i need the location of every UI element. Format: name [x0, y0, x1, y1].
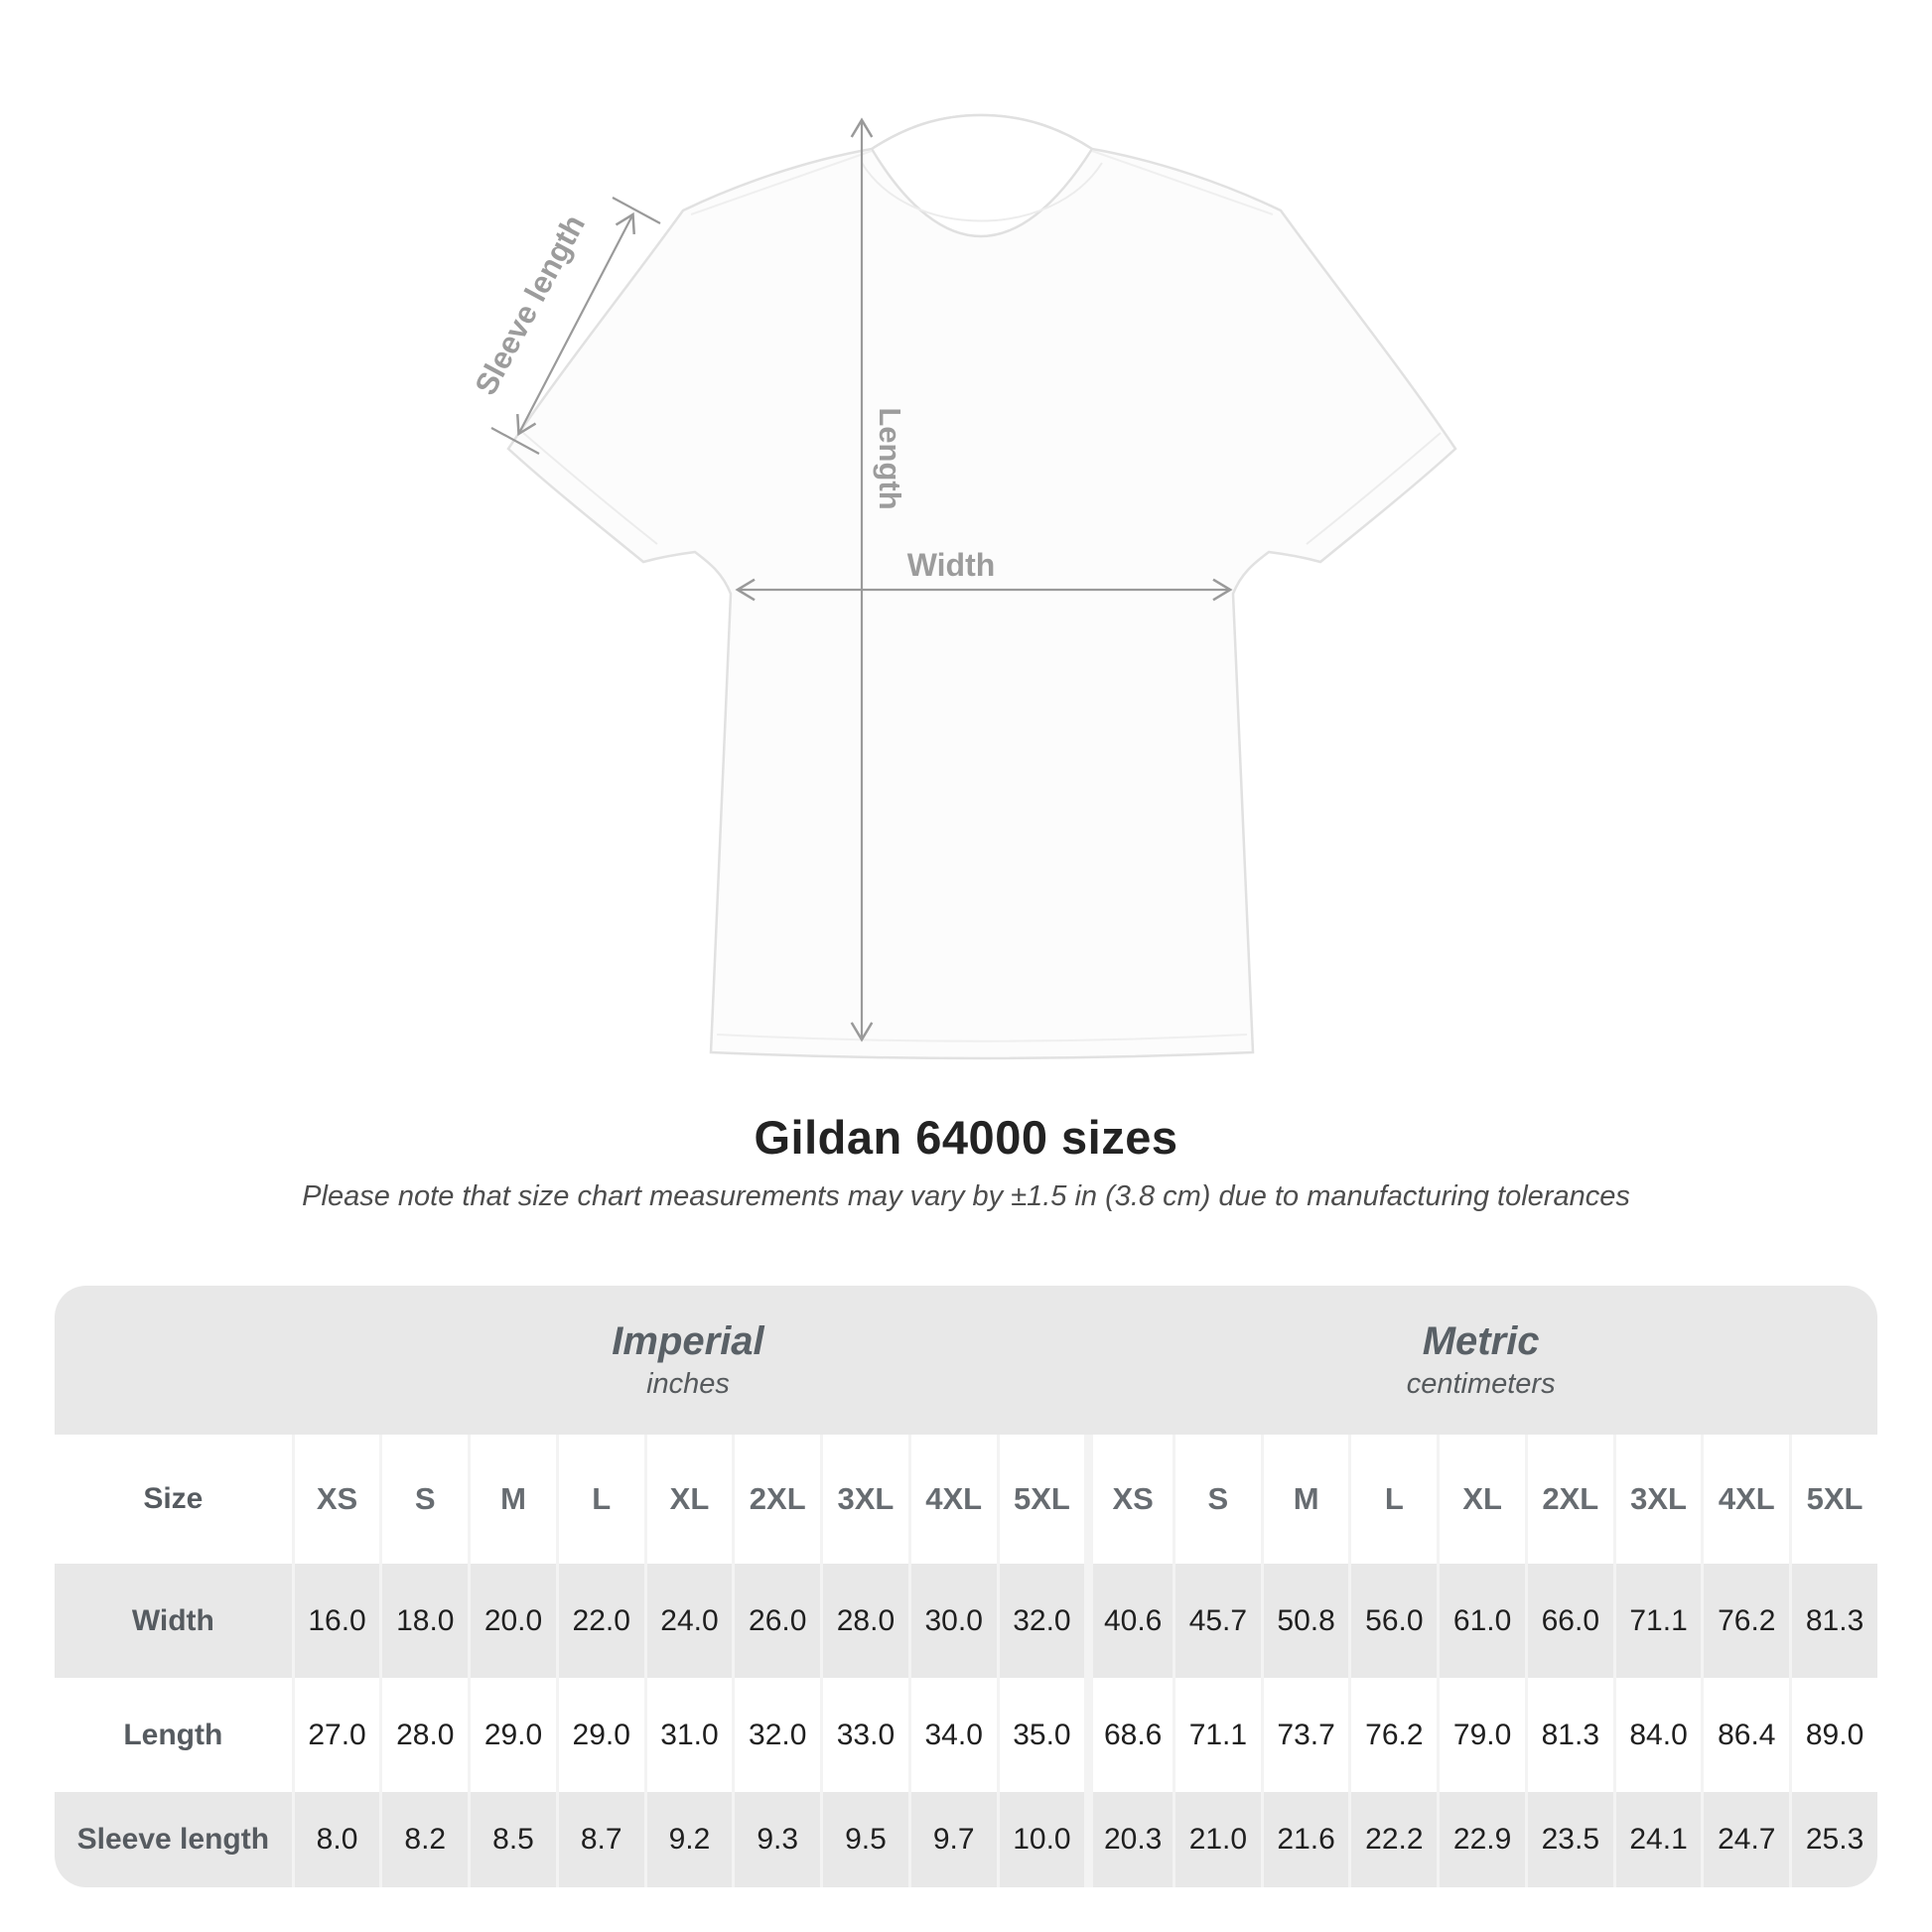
value-cell: 22.2 — [1348, 1792, 1437, 1887]
unit-band-row — [55, 1286, 1877, 1435]
value-cell: 50.8 — [1261, 1564, 1349, 1678]
size-cell: M — [468, 1435, 556, 1564]
size-cell: 2XL — [732, 1435, 820, 1564]
value-cell: 27.0 — [292, 1678, 380, 1792]
row-label-sleeve-length: Sleeve length — [55, 1792, 292, 1887]
band-corner-cell — [55, 1286, 292, 1435]
length-label: Length — [873, 407, 907, 510]
size-cell: 5XL — [1789, 1435, 1877, 1564]
value-cell: 40.6 — [1084, 1564, 1173, 1678]
value-cell: 84.0 — [1613, 1678, 1702, 1792]
size-cell: XS — [292, 1435, 380, 1564]
tshirt-illustration — [508, 115, 1455, 1058]
value-cell: 45.7 — [1173, 1564, 1261, 1678]
value-cell: 32.0 — [732, 1678, 820, 1792]
value-cell: 31.0 — [644, 1678, 733, 1792]
sleeve-length-label: Sleeve length — [468, 208, 593, 401]
value-cell: 68.6 — [1084, 1678, 1173, 1792]
value-cell: 71.1 — [1173, 1678, 1261, 1792]
value-cell: 9.5 — [820, 1792, 908, 1887]
value-cell: 76.2 — [1348, 1678, 1437, 1792]
value-cell: 18.0 — [379, 1564, 468, 1678]
value-cell: 35.0 — [997, 1678, 1085, 1792]
value-cell: 81.3 — [1789, 1564, 1877, 1678]
imperial-heading: Imperial — [612, 1319, 764, 1364]
value-cell: 22.9 — [1437, 1792, 1525, 1887]
value-cell: 10.0 — [997, 1792, 1085, 1887]
value-cell: 8.2 — [379, 1792, 468, 1887]
value-cell: 28.0 — [820, 1564, 908, 1678]
value-cell: 89.0 — [1789, 1678, 1877, 1792]
width-row — [55, 1564, 1877, 1678]
value-cell: 24.7 — [1701, 1792, 1789, 1887]
metric-band-cell — [1084, 1286, 1877, 1435]
size-header-row — [55, 1435, 1877, 1564]
sleeve-length-row — [55, 1792, 1877, 1887]
size-cell: XL — [1437, 1435, 1525, 1564]
value-cell: 34.0 — [908, 1678, 997, 1792]
value-cell: 32.0 — [997, 1564, 1085, 1678]
value-cell: 16.0 — [292, 1564, 380, 1678]
value-cell: 8.5 — [468, 1792, 556, 1887]
size-cell: 2XL — [1525, 1435, 1613, 1564]
value-cell: 81.3 — [1525, 1678, 1613, 1792]
size-cell: 3XL — [820, 1435, 908, 1564]
size-cell: L — [556, 1435, 644, 1564]
size-cell: 5XL — [997, 1435, 1085, 1564]
value-cell: 23.5 — [1525, 1792, 1613, 1887]
value-cell: 8.0 — [292, 1792, 380, 1887]
value-cell: 24.1 — [1613, 1792, 1702, 1887]
value-cell: 71.1 — [1613, 1564, 1702, 1678]
size-cell: 4XL — [908, 1435, 997, 1564]
size-header-label: Size — [55, 1435, 292, 1564]
size-cell: S — [379, 1435, 468, 1564]
value-cell: 20.0 — [468, 1564, 556, 1678]
length-row — [55, 1678, 1877, 1792]
value-cell: 24.0 — [644, 1564, 733, 1678]
value-cell: 28.0 — [379, 1678, 468, 1792]
metric-heading: Metric — [1422, 1319, 1540, 1364]
value-cell: 66.0 — [1525, 1564, 1613, 1678]
value-cell: 9.3 — [732, 1792, 820, 1887]
size-cell: XL — [644, 1435, 733, 1564]
size-cell: M — [1261, 1435, 1349, 1564]
value-cell: 86.4 — [1701, 1678, 1789, 1792]
value-cell: 79.0 — [1437, 1678, 1525, 1792]
value-cell: 56.0 — [1348, 1564, 1437, 1678]
value-cell: 21.0 — [1173, 1792, 1261, 1887]
imperial-band-cell — [292, 1286, 1085, 1435]
value-cell: 61.0 — [1437, 1564, 1525, 1678]
value-cell: 26.0 — [732, 1564, 820, 1678]
width-label: Width — [906, 547, 996, 583]
size-cell: 3XL — [1613, 1435, 1702, 1564]
value-cell: 22.0 — [556, 1564, 644, 1678]
metric-unit: centimeters — [1406, 1368, 1556, 1401]
size-table — [55, 1286, 1877, 1887]
imperial-unit: inches — [646, 1368, 730, 1401]
value-cell: 9.2 — [644, 1792, 733, 1887]
size-cell: L — [1348, 1435, 1437, 1564]
row-label-width: Width — [55, 1564, 292, 1678]
row-label-length: Length — [55, 1678, 292, 1792]
value-cell: 73.7 — [1261, 1678, 1349, 1792]
size-cell: 4XL — [1701, 1435, 1789, 1564]
value-cell: 8.7 — [556, 1792, 644, 1887]
size-cell: XS — [1084, 1435, 1173, 1564]
value-cell: 21.6 — [1261, 1792, 1349, 1887]
sleeve-length-tick-top — [613, 198, 660, 223]
value-cell: 25.3 — [1789, 1792, 1877, 1887]
tolerance-note: Please note that size chart measurements may vary by ±1.5 in (3.8 cm) due to manufacturing tolerances — [302, 1180, 1630, 1212]
page-title: Gildan 64000 sizes — [754, 1111, 1178, 1164]
value-cell: 29.0 — [556, 1678, 644, 1792]
size-cell: S — [1173, 1435, 1261, 1564]
value-cell: 30.0 — [908, 1564, 997, 1678]
value-cell: 76.2 — [1701, 1564, 1789, 1678]
value-cell: 20.3 — [1084, 1792, 1173, 1887]
value-cell: 33.0 — [820, 1678, 908, 1792]
value-cell: 29.0 — [468, 1678, 556, 1792]
value-cell: 9.7 — [908, 1792, 997, 1887]
